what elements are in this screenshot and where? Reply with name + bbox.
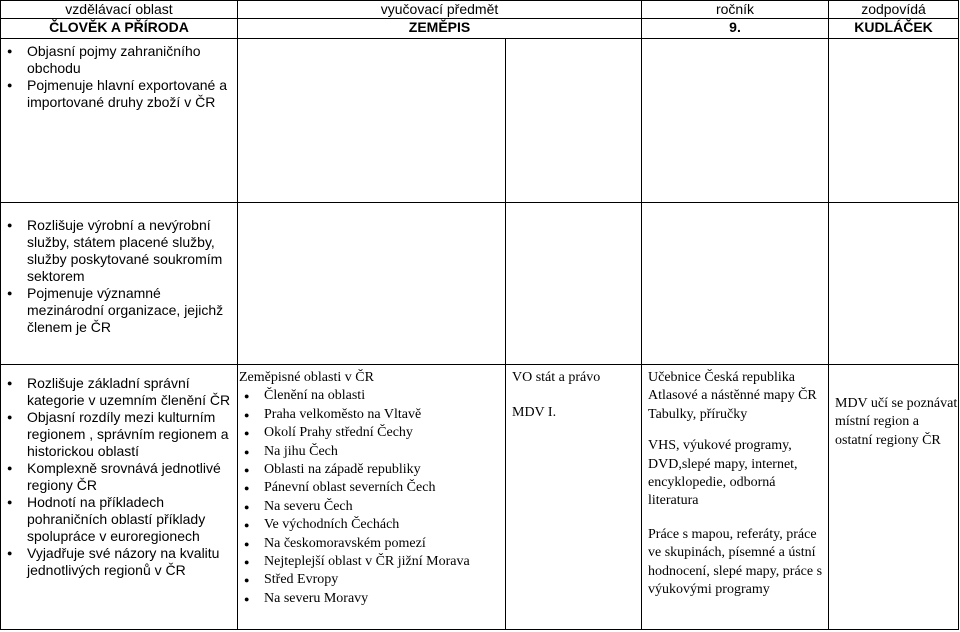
list-item: ● Členění na oblasti	[238, 387, 505, 405]
section1-outputs-cell	[1, 39, 238, 203]
section2-note-cell	[829, 203, 959, 365]
section3-topics-cell	[238, 365, 506, 630]
list-item: ● Okolí Prahy střední Čechy	[238, 424, 505, 442]
section1-resources-cell	[642, 39, 829, 203]
section1-crosscut-cell	[506, 39, 642, 203]
list-item: ● Pánevní oblast severních Čech	[238, 479, 505, 497]
resources-methods: Práce s mapou, referáty, práce ve skupinách, písemné a ústní hodnocení, slepé mapy, práce s výukovými programy	[648, 526, 823, 598]
list-item: ● Na severu Čech	[238, 498, 505, 516]
section3-resources-cell	[642, 365, 829, 630]
section1-note-cell	[829, 39, 959, 203]
list-item: ● Nejteplejší oblast v ČR jižní Morava	[238, 553, 505, 571]
crosscut-mdv: MDV I.	[512, 405, 557, 421]
list-item: ● Objasní pojmy zahraničního obchodu	[1, 43, 237, 77]
header-area-label: vzdělávací oblast	[1, 1, 238, 19]
section1-row	[1, 39, 959, 203]
header-grade-value: 9.	[642, 19, 829, 39]
crosscut-vo: VO stát a právo	[512, 370, 601, 385]
section2-row	[1, 203, 959, 365]
section2-list	[1, 217, 237, 336]
section3-row	[1, 365, 959, 630]
list-item: ● Hodnotí na příkladech pohraničních oblastí příklady spolupráce v euroregionech	[1, 494, 237, 545]
list-item: ● Oblasti na západě republiky	[238, 461, 505, 479]
list-item: ● Na jihu Čech	[238, 443, 505, 461]
section2-outputs-cell	[1, 203, 238, 365]
header-subject-label: vyučovací předmět	[238, 1, 642, 19]
list-item: ● Na severu Moravy	[238, 590, 505, 608]
list-item: ● Komplexně srovnává jednotlivé regiony ČR	[1, 460, 237, 494]
section1-topics-cell	[238, 39, 506, 203]
header-area-value: ČLOVĚK A PŘÍRODA	[1, 19, 238, 39]
list-item: ● Na českomoravském pomezí	[238, 535, 505, 553]
list-item: ● Rozlišuje základní správní kategorie v uzemním členění ČR	[1, 375, 237, 409]
header-labels-row	[1, 1, 959, 19]
topics-title: Zeměpisné oblasti v ČR	[239, 370, 374, 385]
section1-list	[1, 43, 237, 111]
section3-outputs-cell	[1, 365, 238, 630]
section2-resources-cell	[642, 203, 829, 365]
list-item: ● Střed Evropy	[238, 571, 505, 589]
header-subject-value: ZEMĚPIS	[238, 19, 642, 39]
list-item: ● Objasní rozdíly mezi kulturním regionem , správním regionem a historickou oblastí	[1, 409, 237, 460]
note-mdv: MDV učí se poznávat místní region a ostatní regiony ČR	[835, 396, 958, 448]
list-item: ● Pojmenuje významné mezinárodní organizace, jejichž členem je ČR	[1, 285, 237, 336]
header-values-row	[1, 19, 959, 39]
topics-list	[238, 387, 505, 608]
header-responsible-label: zodpovídá	[829, 1, 959, 19]
section2-topics-cell	[238, 203, 506, 365]
section2-crosscut-cell	[506, 203, 642, 365]
list-item: ● Ve východních Čechách	[238, 516, 505, 534]
resources-media: VHS, výukové programy, DVD,slepé mapy, internet, encyklopedie, odborná literatura	[648, 438, 798, 509]
header-grade-label: ročník	[642, 1, 829, 19]
resources-textbooks: Učebnice Česká republika Atlasové a nástěnné mapy ČR Tabulky, příručky	[648, 370, 817, 422]
list-item: ● Rozlišuje výrobní a nevýrobní služby, státem placené služby, služby poskytované soukromím sektorem	[1, 217, 237, 285]
header-responsible-value: KUDLÁČEK	[829, 19, 959, 39]
section3-crosscut-cell	[506, 365, 642, 630]
section3-note-cell	[829, 365, 959, 630]
list-item: ● Vyjadřuje své názory na kvalitu jednotlivých regionů v ČR	[1, 545, 237, 579]
list-item: ● Praha velkoměsto na Vltavě	[238, 406, 505, 424]
list-item: ● Pojmenuje hlavní exportované a importované druhy zboží v ČR	[1, 77, 237, 111]
section3-list	[1, 375, 237, 579]
